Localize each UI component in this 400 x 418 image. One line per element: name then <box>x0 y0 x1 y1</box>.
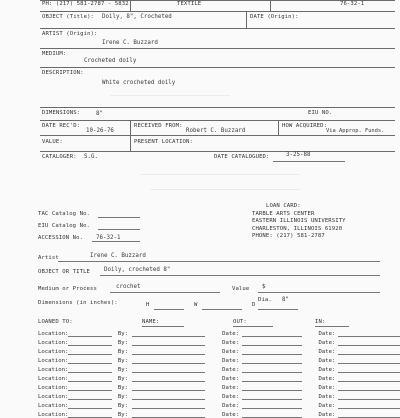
divider <box>40 151 395 152</box>
accession-number-top: 76-32-1 <box>340 1 365 7</box>
spacer <box>302 337 319 346</box>
by-field[interactable] <box>132 400 205 409</box>
out-date-field[interactable] <box>242 364 302 373</box>
date-catalogued-value: 3-25-88 <box>286 152 311 158</box>
eiu-catalog-label: EIU Catalog No. <box>38 223 91 229</box>
by-field[interactable] <box>132 355 205 364</box>
city-state: CHARLESTON, ILLINOIS 61920 <box>252 225 343 232</box>
tac-catalog-line <box>98 217 140 218</box>
out-date-field[interactable] <box>242 337 302 346</box>
location-row <box>38 355 400 364</box>
spacer <box>302 328 319 337</box>
in-date-label: Date: <box>318 384 336 391</box>
object-title-value: Doily, crocheted 8" <box>104 267 171 273</box>
name-label: NAME: <box>142 319 160 325</box>
location-field[interactable] <box>68 337 112 346</box>
spacer <box>205 364 222 373</box>
location-field[interactable] <box>68 409 112 418</box>
out-date-field[interactable] <box>242 373 302 382</box>
location-label: Location: <box>38 357 69 364</box>
by-field[interactable] <box>132 373 205 382</box>
org-name: TARBLE ARTS CENTER <box>252 210 315 217</box>
in-date-label: Date: <box>318 357 336 364</box>
object-title-label: OBJECT OR TITLE <box>38 269 91 275</box>
out-date-field[interactable] <box>242 382 302 391</box>
out-date-field[interactable] <box>242 328 302 337</box>
value-label: VALUE: <box>42 139 63 145</box>
by-label: By: <box>117 393 128 400</box>
divider <box>40 28 395 29</box>
by-field[interactable] <box>132 409 205 418</box>
location-label: Location: <box>38 402 69 409</box>
location-field[interactable] <box>68 391 112 400</box>
location-field[interactable] <box>68 328 112 337</box>
dimensions-value: 8" <box>96 111 103 117</box>
accession-value: 76-32-1 <box>96 235 121 241</box>
received-from-value: Robert C. Buzzard <box>186 128 246 134</box>
depth-line <box>258 309 298 310</box>
location-label: Location: <box>38 330 69 337</box>
location-label: Location: <box>38 384 69 391</box>
width-line <box>202 309 242 310</box>
in-date-field[interactable] <box>338 337 400 346</box>
by-label: By: <box>117 375 128 382</box>
location-field[interactable] <box>68 400 112 409</box>
location-label: Location: <box>38 375 69 382</box>
divider <box>40 48 395 49</box>
by-field[interactable] <box>132 337 205 346</box>
out-date-label: Date: <box>222 330 239 337</box>
loan-card-title: LOAN CARD: <box>266 203 301 209</box>
medium-value: Crocheted doily <box>84 58 137 64</box>
spacer <box>302 391 319 400</box>
tac-catalog-label: TAC Catalog No. <box>38 211 91 217</box>
in-date-label: Date: <box>318 402 336 409</box>
in-date-label: Date: <box>318 411 336 418</box>
description-label: DESCRIPTION: <box>42 70 84 76</box>
textile-category: TEXTILE <box>177 1 202 7</box>
medium-label: MEDIUM: <box>42 51 67 57</box>
by-field[interactable] <box>132 328 205 337</box>
divider <box>246 11 247 28</box>
artist-value: Irene C. Buzzard <box>90 253 146 259</box>
out-date-label: Date: <box>222 402 239 409</box>
out-label: OUT: <box>233 319 247 325</box>
in-date-field[interactable] <box>338 346 400 355</box>
out-date-label: Date: <box>222 384 239 391</box>
by-label: By: <box>117 366 128 373</box>
university-name: EASTERN ILLINOIS UNIVERSITY <box>252 218 346 225</box>
out-date-field[interactable] <box>242 391 302 400</box>
cataloger-label: CATALOGER: <box>42 154 77 160</box>
location-field[interactable] <box>68 346 112 355</box>
by-label: By: <box>117 411 128 418</box>
by-label: By: <box>117 357 128 364</box>
date-origin-label: DATE (Origin): <box>250 14 299 20</box>
location-row <box>38 382 400 391</box>
by-field[interactable] <box>132 364 205 373</box>
received-from-label: RECEIVED FROM: <box>134 123 183 129</box>
medium-value: crochet <box>116 284 141 290</box>
faded-line <box>150 189 300 190</box>
location-table <box>38 328 400 418</box>
location-row <box>38 328 400 337</box>
by-label: By: <box>117 402 128 409</box>
out-date-label: Date: <box>222 411 239 418</box>
spacer <box>205 373 222 382</box>
in-date-field[interactable] <box>338 355 400 364</box>
out-underline <box>233 326 273 327</box>
spacer <box>205 382 222 391</box>
diameter-value: 8" <box>282 297 289 303</box>
name-underline <box>142 326 184 327</box>
divider <box>40 67 395 68</box>
in-date-field[interactable] <box>338 400 400 409</box>
in-underline <box>315 326 349 327</box>
date-received-label: DATE REC'D: <box>42 123 81 129</box>
dimensions-label: Dimensions (in inches): <box>38 300 118 306</box>
location-row <box>38 409 400 418</box>
depth-label: D <box>252 302 256 308</box>
in-date-label: Date: <box>318 393 336 400</box>
date-received-value: 10-26-76 <box>86 128 114 134</box>
by-field[interactable] <box>132 382 205 391</box>
spacer <box>302 409 319 418</box>
in-date-field[interactable] <box>338 373 400 382</box>
in-label: IN: <box>315 319 326 325</box>
spacer <box>205 346 222 355</box>
accession-label: ACCESSION No. <box>38 235 84 241</box>
in-date-field[interactable] <box>338 409 400 418</box>
location-label: Location: <box>38 339 69 346</box>
spacer <box>302 364 319 373</box>
date-catalogued-label: DATE CATALOGUED: <box>214 154 270 160</box>
how-acquired-label: HOW ACQUIRED: <box>282 123 328 129</box>
spacer <box>205 409 222 418</box>
by-field[interactable] <box>132 346 205 355</box>
loaned-to-label: LOANED TO: <box>38 319 73 325</box>
location-label: Location: <box>38 411 69 418</box>
location-field[interactable] <box>68 355 112 364</box>
medium-label: Medium or Process <box>38 286 97 292</box>
location-field[interactable] <box>68 364 112 373</box>
location-row <box>38 337 400 346</box>
in-date-label: Date: <box>318 330 336 337</box>
out-date-field[interactable] <box>242 346 302 355</box>
object-title-value: Doily, 8", Crocheted <box>102 14 172 20</box>
out-date-label: Date: <box>222 339 239 346</box>
location-row <box>38 346 400 355</box>
divider <box>130 0 131 11</box>
location-label: Location: <box>38 393 69 400</box>
faded-line <box>110 95 230 96</box>
height-label: H <box>146 302 150 308</box>
value-value: $ <box>262 284 266 290</box>
date-catalogued-underline <box>273 161 345 162</box>
accession-line <box>92 241 140 242</box>
spacer <box>205 391 222 400</box>
faded-line <box>140 174 300 175</box>
out-date-field[interactable] <box>242 400 302 409</box>
out-date-field[interactable] <box>242 355 302 364</box>
loan-card-header <box>252 203 346 241</box>
spacer <box>302 355 319 364</box>
spacer <box>302 373 319 382</box>
by-label: By: <box>117 339 128 346</box>
location-row <box>38 400 400 409</box>
eiu-catalog-line <box>98 229 140 230</box>
in-date-field[interactable] <box>338 364 400 373</box>
location-label: Location: <box>38 366 69 373</box>
value-label: Value <box>232 286 250 292</box>
spacer <box>302 400 319 409</box>
divider <box>270 0 271 11</box>
location-field[interactable] <box>68 382 112 391</box>
value-line <box>258 292 380 293</box>
divider <box>40 120 395 121</box>
artist-origin-label: ARTIST (Origin): <box>42 31 98 37</box>
out-date-label: Date: <box>222 348 239 355</box>
in-date-field[interactable] <box>338 382 400 391</box>
in-date-label: Date: <box>318 339 336 346</box>
spacer <box>302 346 319 355</box>
divider <box>40 135 395 136</box>
artist-label: Artist <box>38 255 59 261</box>
cataloger-value: S.G. <box>84 154 98 160</box>
location-row <box>38 364 400 373</box>
spacer <box>205 400 222 409</box>
out-date-label: Date: <box>222 366 239 373</box>
how-acquired-value: Via Approp. Funds. <box>326 128 385 134</box>
divider <box>40 107 395 108</box>
artist-origin-value: Irene C. Buzzard <box>102 40 158 46</box>
in-date-field[interactable] <box>338 391 400 400</box>
location-row <box>38 373 400 382</box>
in-date-label: Date: <box>318 375 336 382</box>
height-line <box>154 309 184 310</box>
in-date-label: Date: <box>318 348 336 355</box>
by-field[interactable] <box>132 391 205 400</box>
divider <box>278 120 279 135</box>
location-label: Location: <box>38 348 69 355</box>
eiu-number-label: EIU NO. <box>308 110 333 116</box>
spacer <box>205 355 222 364</box>
location-row <box>38 391 400 400</box>
present-location-label: PRESENT LOCATION: <box>134 139 193 145</box>
out-date-label: Date: <box>222 393 239 400</box>
in-date-field[interactable] <box>338 328 400 337</box>
by-label: By: <box>117 348 128 355</box>
divider <box>40 11 395 12</box>
in-date-label: Date: <box>318 366 336 373</box>
object-title-line <box>100 275 380 276</box>
medium-line <box>110 292 220 293</box>
artist-line <box>58 261 380 262</box>
by-label: By: <box>117 330 128 337</box>
phone-number: PH: (217) 581-2787 - 5832 <box>42 1 129 7</box>
phone: PHONE: (217) 581-2787 <box>252 233 325 240</box>
dimensions-label: DIMENSIONS: <box>42 110 81 116</box>
location-field[interactable] <box>68 373 112 382</box>
by-label: By: <box>117 384 128 391</box>
description-value: White crocheted doily <box>102 80 176 86</box>
object-title-label: OBJECT (Title): <box>42 14 95 20</box>
spacer <box>205 328 222 337</box>
spacer <box>302 382 319 391</box>
width-label: W <box>194 302 198 308</box>
out-date-field[interactable] <box>242 409 302 418</box>
spacer <box>205 337 222 346</box>
diameter-label: Dia. <box>258 297 272 303</box>
out-date-label: Date: <box>222 375 239 382</box>
out-date-label: Date: <box>222 357 239 364</box>
